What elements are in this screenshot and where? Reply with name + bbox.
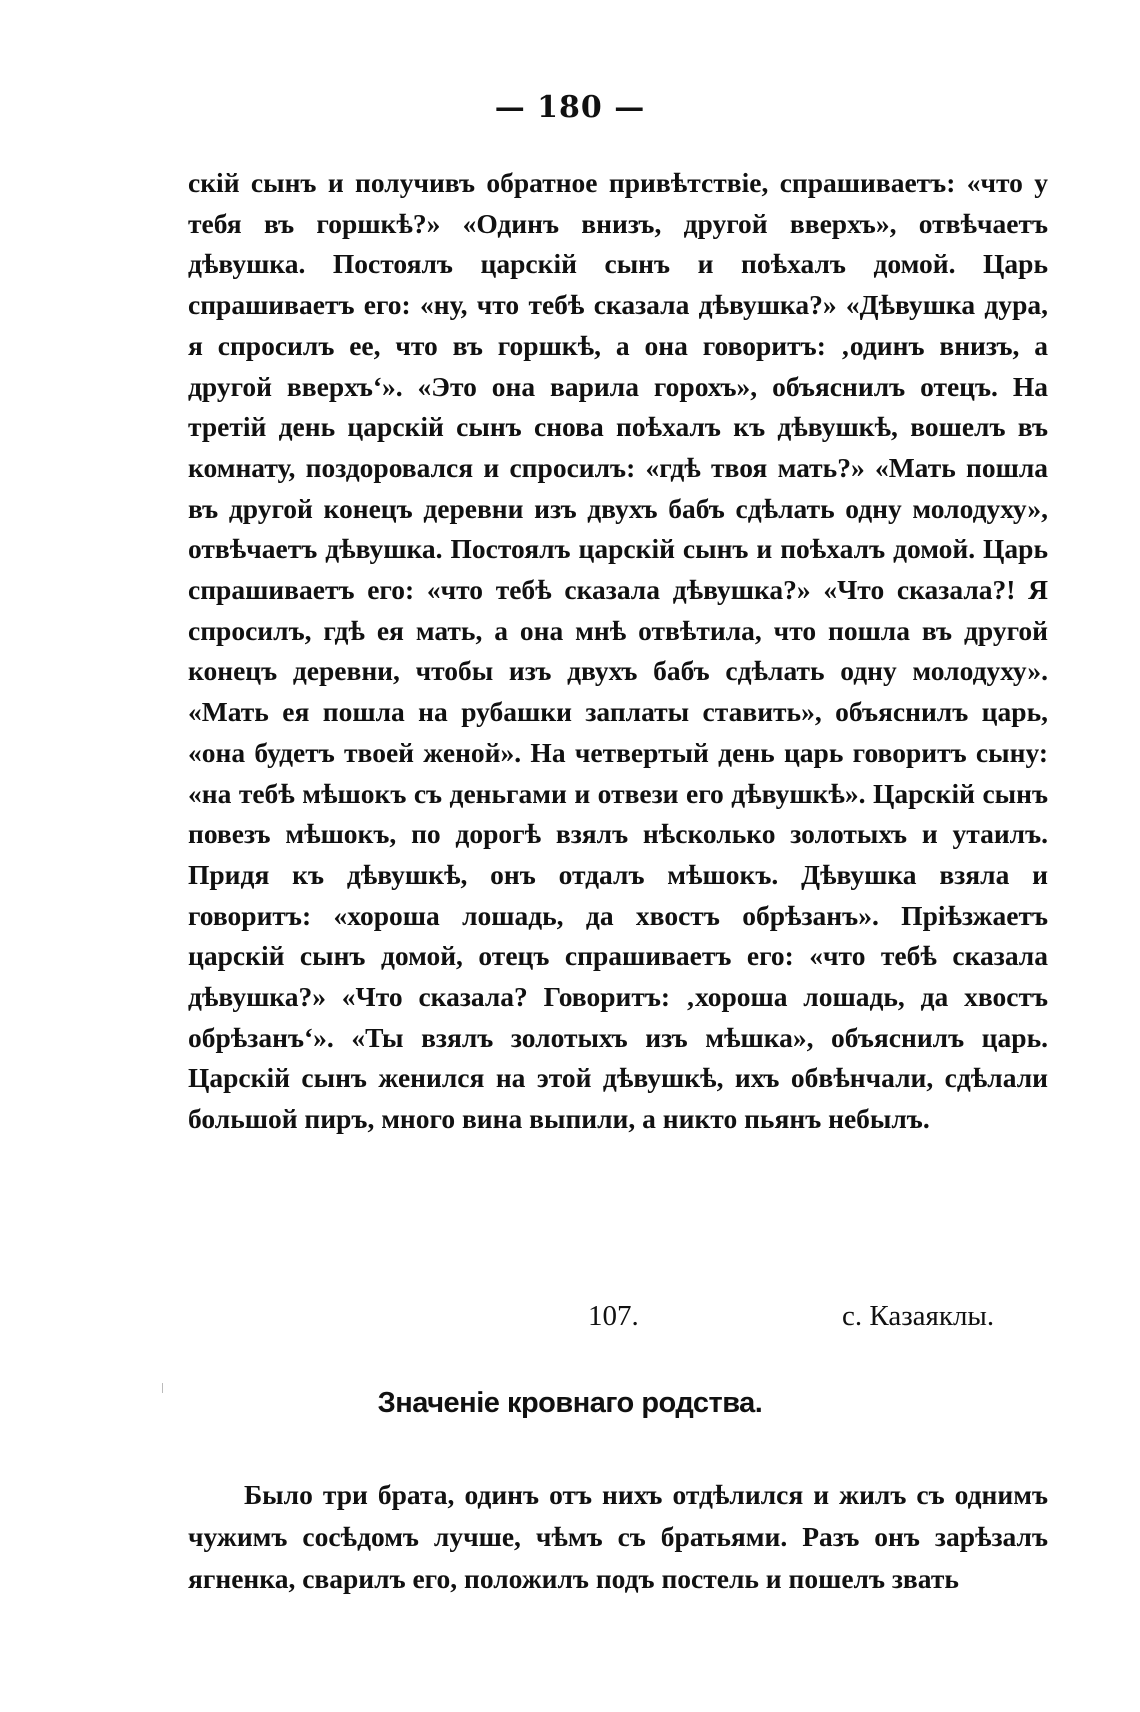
story-continuation-paragraph: скій сынъ и получивъ обратное привѣтствіе, спрашиваетъ: «что у тебя въ горшкѣ?» «Одинъ внизъ, другой вверхъ», отвѣчаетъ дѣвушка. Постоялъ царскій сынъ и поѣхалъ домой. Царь спрашиваетъ его: «ну, что тебѣ сказала дѣвушка?» «Дѣвушка дура, я спросилъ ее, что въ горшкѣ, а она говоритъ: ‚одинъ внизъ, а другой вверхъ‘». «Это она варила горохъ», объяснилъ отецъ. На третій день царскій сынъ снова поѣхалъ къ дѣвушкѣ, вошелъ въ комнату, поздоровался и спросилъ: «гдѣ твоя мать?» «Мать пошла въ другой конецъ деревни изъ двухъ бабъ сдѣлать одну молодуху», отвѣчаетъ дѣвушка. Постоялъ царскій сынъ и поѣхалъ домой. Царь спрашиваетъ его: «что тебѣ сказала дѣвушка?» «Что сказала?! Я спросилъ, гдѣ ея мать, а она мнѣ отвѣтила, что пошла въ другой конецъ деревни, чтобы изъ двухъ бабъ сдѣлать одну молодуху». «Мать ея пошла на рубашки заплаты ставить», объяснилъ царь, «она будетъ твоей женой». На четвертый день царь говоритъ сыну: «на тебѣ мѣшокъ съ деньгами и отвези его дѣвушкѣ». Царскій сынъ повезъ мѣшокъ, по дорогѣ взялъ нѣсколько золотыхъ и утаилъ. Придя къ дѣвушкѣ, онъ отдалъ мѣшокъ. Дѣвушка взяла и говоритъ: «хороша лошадь, да хвостъ обрѣзанъ». Пріѣзжаетъ царскій сынъ домой, отецъ спрашиваетъ его: «что тебѣ сказала дѣвушка?» «Что сказала? Говоритъ: ‚хороша лошадь, да хвостъ обрѣзанъ‘». «Ты взялъ золотыхъ изъ мѣшка», объяснилъ царь. Царскій сынъ женился на этой дѣвушкѣ, ихъ обвѣнчали, сдѣлали большой пиръ, много вина выпили, а никто пьянъ небылъ. <box>188 167 1048 1135</box>
page-number: — 180 — <box>494 90 646 125</box>
tale-title: Значеніе кровнаго родства. <box>377 1387 763 1419</box>
tale-place: с. Казаяклы. <box>842 1300 995 1332</box>
tale-header <box>0 1300 1140 1350</box>
tale-opening-paragraph: Было три брата, одинъ отъ нихъ отдѣлился и жилъ съ однимъ чужимъ сосѣдомъ лучше, чѣмъ съ братьями. Разъ онъ зарѣзалъ ягненка, сварилъ его, положилъ подъ постель и пошелъ звать <box>188 1479 1048 1594</box>
tale-number: 107. <box>588 1300 639 1332</box>
